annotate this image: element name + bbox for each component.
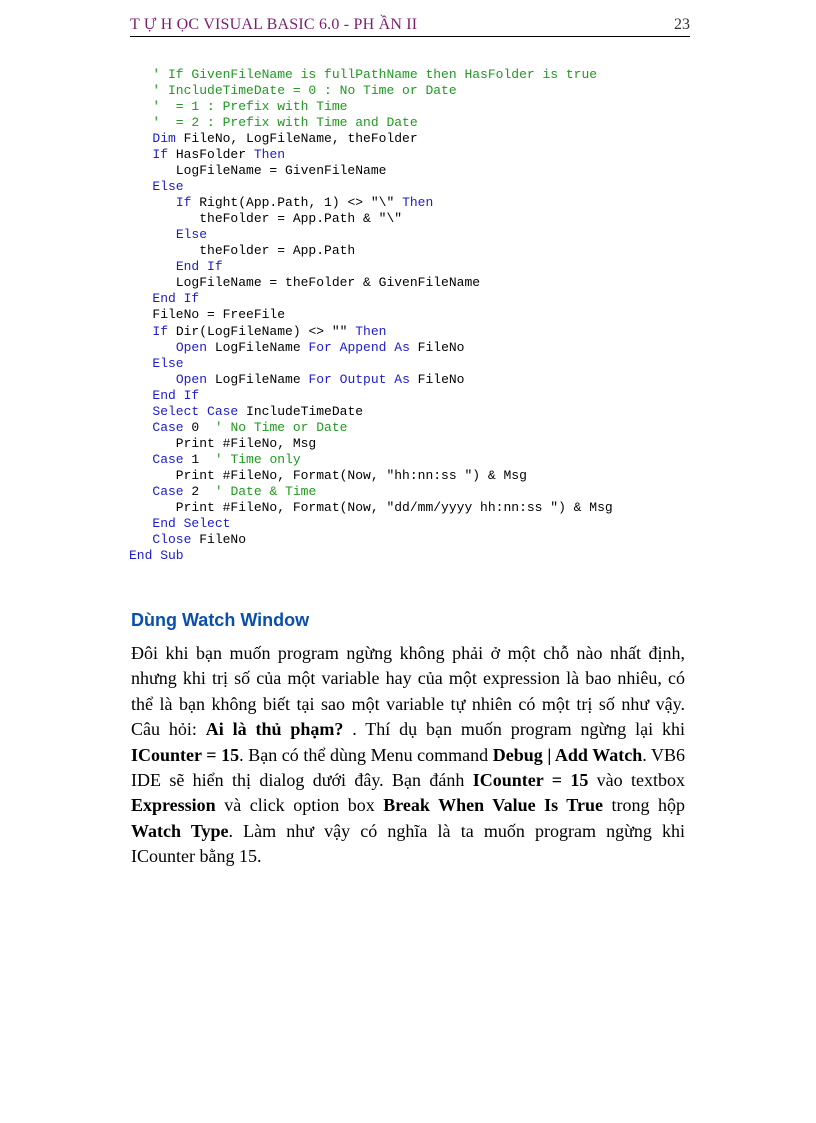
code-keyword: End If: [152, 291, 200, 307]
code-line: [129, 484, 613, 500]
code-text: [129, 452, 152, 467]
code-text: [129, 291, 152, 306]
code-line: [129, 388, 613, 404]
code-line: [129, 468, 613, 484]
code-text: FileNo, LogFileName, theFolder: [175, 131, 418, 147]
code-line: [129, 275, 613, 291]
code-line: [129, 227, 613, 243]
code-line: [129, 147, 613, 163]
code-line: [129, 532, 613, 548]
code-text: Right(App.Path, 1) <> "\": [191, 195, 403, 211]
code-keyword: End If: [175, 259, 223, 275]
code-text: theFolder = App.Path: [129, 243, 356, 259]
code-line: [129, 259, 613, 275]
code-text: [129, 83, 152, 98]
code-line: [129, 195, 613, 211]
code-keyword: If: [152, 323, 169, 339]
code-text: Print #FileNo, Format(Now, "dd/mm/yyyy hh:nn:ss ") & Msg: [129, 499, 613, 515]
code-text: [129, 115, 152, 130]
page-number: 23: [674, 16, 690, 33]
code-line: [129, 452, 613, 468]
code-keyword: Open: [175, 371, 208, 387]
code-text: [129, 388, 152, 403]
code-comment: ' = 2 : Prefix with Time and Date: [152, 115, 418, 131]
text-run: Đôi khi bạn muốn program ngừng không phải ở một chỗ nào nhất định, nhưng khi trị số của một variable hay của một expression là bao nhiêu, có thể là bạn không biết tại sao một variable tự nhiên có một trị số như vậy. Câu hỏi:: [131, 643, 685, 740]
code-keyword: Else: [152, 355, 184, 371]
page-header: [130, 14, 690, 37]
code-keyword: End If: [152, 387, 200, 403]
code-text: LogFileName = theFolder & GivenFileName: [129, 275, 481, 291]
bold-term: Ai là thủ phạm?: [205, 719, 344, 740]
code-line: [129, 163, 613, 179]
code-line: [129, 67, 613, 83]
code-text: [129, 179, 152, 194]
code-line: [129, 340, 613, 356]
code-text: [129, 516, 152, 531]
code-text: [129, 131, 152, 146]
text-run: . VB6 IDE sẽ hiển thị dialog dưới đây. Bạn đánh: [131, 744, 685, 791]
code-listing: [129, 67, 613, 564]
code-keyword: End Sub: [129, 547, 184, 563]
code-text: FileNo = FreeFile: [129, 307, 286, 323]
text-run: vào textbox: [588, 770, 686, 791]
code-line: [129, 356, 613, 372]
code-comment: ' Time only: [214, 451, 301, 467]
code-text: [129, 532, 152, 547]
code-text: FileNo: [409, 339, 465, 355]
code-keyword: Select Case: [152, 403, 239, 419]
code-text: [129, 356, 152, 371]
code-keyword: Case: [152, 451, 184, 467]
text-run: trong hộp: [602, 795, 685, 816]
code-line: [129, 307, 613, 323]
code-text: 0: [183, 419, 215, 435]
code-text: Print #FileNo, Msg: [129, 435, 317, 451]
code-text: [129, 324, 152, 339]
code-comment: ' Date & Time: [214, 483, 317, 499]
code-text: FileNo: [409, 371, 465, 387]
code-line: [129, 243, 613, 259]
bold-term: Break When Value Is True: [383, 795, 603, 816]
body-paragraph: [131, 641, 685, 870]
code-line: [129, 211, 613, 227]
code-text: [129, 484, 152, 499]
code-line: [129, 548, 613, 564]
code-text: [129, 147, 152, 162]
code-line: [129, 99, 613, 115]
code-comment: ' If GivenFileName is fullPathName then HasFolder is true: [152, 67, 598, 82]
bold-term: Debug | Add Watch: [492, 744, 643, 765]
code-text: 2: [183, 483, 215, 499]
text-run: và click option box: [215, 795, 384, 816]
code-keyword: For Append As: [308, 339, 410, 355]
text-run: . Bạn có thể dùng Menu command: [239, 744, 493, 765]
code-keyword: Else: [152, 179, 184, 195]
code-line: [129, 404, 613, 420]
code-text: LogFileName = GivenFileName: [129, 163, 387, 179]
code-line: [129, 500, 613, 516]
code-keyword: Close: [152, 531, 192, 547]
code-keyword: Dim: [152, 131, 176, 147]
text-run: . Làm như vậy có nghĩa là ta muốn program ngừng khi ICounter bằng 15.: [131, 820, 685, 867]
code-text: [129, 259, 176, 274]
code-line: [129, 291, 613, 307]
code-line: [129, 436, 613, 452]
text-run: . Thí dụ bạn muốn program ngừng lại khi: [343, 719, 686, 740]
code-keyword: Then: [253, 147, 286, 163]
code-text: [129, 67, 152, 82]
code-text: IncludeTimeDate: [238, 403, 364, 419]
code-line: [129, 420, 613, 436]
code-keyword: If: [152, 147, 169, 163]
code-keyword: Open: [175, 339, 208, 355]
bold-term: Watch Type: [131, 820, 229, 841]
code-text: [129, 340, 176, 355]
code-keyword: End Select: [152, 515, 231, 531]
code-text: LogFileName: [207, 371, 309, 387]
code-text: 1: [183, 451, 215, 467]
code-text: Print #FileNo, Format(Now, "hh:nn:ss ") & Msg: [129, 467, 527, 483]
code-comment: ' IncludeTimeDate = 0 : No Time or Date: [152, 83, 457, 99]
code-text: [129, 404, 152, 419]
code-comment: ' No Time or Date: [214, 419, 348, 435]
bold-term: Expression: [131, 795, 216, 816]
code-text: Dir(LogFileName) <> "": [168, 323, 356, 339]
code-keyword: Case: [152, 419, 184, 435]
code-keyword: Then: [402, 195, 434, 211]
code-line: [129, 131, 613, 147]
code-comment: ' = 1 : Prefix with Time: [152, 99, 348, 115]
code-keyword: If: [175, 195, 192, 211]
book-title: T Ự H ỌC VISUAL BASIC 6.0 - PH ẦN II: [130, 16, 418, 33]
code-text: [129, 195, 176, 210]
code-keyword: Case: [152, 483, 184, 499]
code-text: HasFolder: [168, 147, 254, 163]
code-line: [129, 372, 613, 388]
code-text: FileNo: [191, 531, 247, 547]
bold-term: ICounter = 15: [131, 744, 240, 765]
code-keyword: Else: [175, 227, 208, 243]
code-keyword: Then: [355, 323, 387, 339]
bold-term: ICounter = 15: [472, 770, 589, 791]
code-text: [129, 372, 176, 387]
code-line: [129, 115, 613, 131]
code-line: [129, 324, 613, 340]
code-text: [129, 99, 152, 114]
code-text: theFolder = App.Path & "\": [129, 211, 403, 227]
code-line: [129, 516, 613, 532]
code-text: [129, 227, 176, 242]
code-line: [129, 83, 613, 99]
code-text: LogFileName: [207, 339, 309, 355]
code-keyword: For Output As: [308, 371, 410, 387]
code-line: [129, 179, 613, 195]
section-title: Dùng Watch Window: [131, 610, 310, 630]
code-text: [129, 420, 152, 435]
